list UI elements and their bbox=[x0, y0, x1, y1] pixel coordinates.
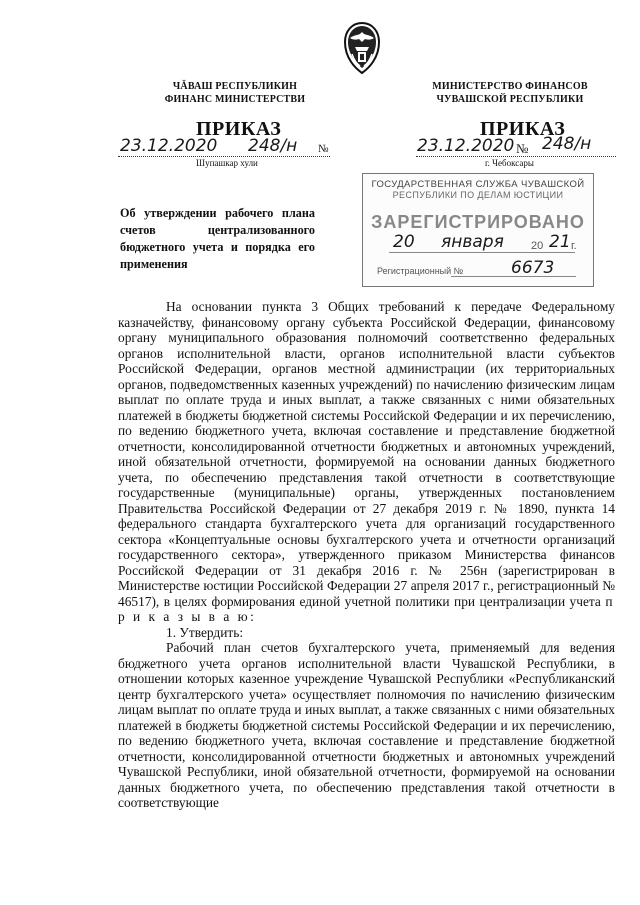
handwritten-number-left: 248/н bbox=[248, 136, 298, 156]
date-line-right bbox=[416, 156, 616, 157]
handwritten-number-right: 248/н bbox=[542, 134, 592, 154]
place-right: г. Чебоксары bbox=[485, 158, 534, 168]
stamp-agency-line1: ГОСУДАРСТВЕННАЯ СЛУЖБА ЧУВАШСКОЙ bbox=[371, 179, 585, 190]
header-right-line2: ЧУВАШСКОЙ РЕСПУБЛИКИ bbox=[436, 94, 584, 105]
preamble-paragraph bbox=[118, 299, 615, 625]
item-1-paragraph: Рабочий план счетов бухгалтерского учета, применяемый для ведения бюджетного учета органов исполнительной власти Чувашской Республики, в отношении которых казенное учреждение Чувашской Республики «Республиканский центр бухгалтерского учета» осуществляет полномочия по начислению физическим лицам выплат по оплате труда и иных выплат, а также связанных с ними обязательных платежей в бюджеты бюджетной системы Российской Федерации и их перечислению, по ведению бюджетного учета, включая составление и представление бюджетной отчетности, консолидированной отчетности бюджетных и автономных учреждений Чувашской Республики, иной обязательной отчетности, формируемой на основании данных бюджетного учета, по обеспечению представления такой отчетности в соответствующие bbox=[118, 640, 615, 810]
stamp-year-suffix: 21 bbox=[549, 232, 571, 252]
stamp-reg-number: 6673 bbox=[511, 258, 555, 278]
stamp-agency-line2: РЕСПУБЛИКИ ПО ДЕЛАМ ЮСТИЦИИ bbox=[392, 190, 564, 200]
place-left: Шупашкар хули bbox=[196, 158, 258, 168]
registration-stamp bbox=[362, 173, 594, 287]
number-sign-left: № bbox=[318, 143, 329, 155]
coat-of-arms-emblem bbox=[338, 20, 386, 76]
stamp-day: 20 bbox=[393, 232, 415, 252]
handwritten-date-left: 23.12.2020 bbox=[120, 136, 218, 156]
doc-type-right: ПРИКАЗ bbox=[480, 118, 566, 140]
date-line-left bbox=[118, 156, 330, 157]
number-sign-right: № bbox=[516, 141, 529, 156]
handwritten-date-right: 23.12.2020 bbox=[417, 136, 515, 156]
stamp-date-line bbox=[389, 252, 575, 253]
stamp-month: января bbox=[441, 232, 504, 252]
header-left-line2: ФИНАНС МИНИСТЕРСТВИ bbox=[164, 94, 306, 105]
stamp-reg-label: Регистрационный № bbox=[377, 266, 464, 276]
order-word: п р и к а з ы в а ю: bbox=[118, 593, 615, 624]
header-right-line1: МИНИСТЕРСТВО ФИНАНСОВ bbox=[432, 81, 588, 92]
stamp-registered-label: ЗАРЕГИСТРИРОВАНО bbox=[371, 212, 585, 232]
document-body bbox=[118, 299, 615, 811]
header-right-block bbox=[405, 80, 615, 106]
header-left-line1: ЧĂВАШ РЕСПУБЛИКИН bbox=[172, 81, 298, 92]
stamp-year-unit: г. bbox=[571, 240, 577, 252]
document-title: Об утверждении рабочего плана счетов централизованного бюджетного учета и порядка его применения bbox=[120, 206, 315, 271]
stamp-number-line bbox=[451, 276, 576, 277]
header-left-block bbox=[150, 80, 320, 106]
stamp-year-prefix: 20 bbox=[531, 240, 544, 252]
preamble-text: На основании пункта 3 Общих требований к передаче Федеральному казначейству, финансовому органу субъекта Российской Федерации, финансовому органу муниципального образования полномочий соответственно федеральных органов исполнительной власти, органов исполнительной власти субъектов Российской Федерации, органов местной администрации (их территориальных органов, подведомственных казенных учреждений) по начислению физическим лицам выплат по оплате труда и иных выплат, а также связанных с ними обязательных платежей в бюджеты бюджетной системы Российской Федерации и их перечислению, по ведению бюджетного учета, включая составление и представление бюджетной отчетности, консолидированной отчетности бюджетных и автономных учреждений, иной обязательной отчетности, формируемой на основании данных бюджетного учета, по обеспечению представления такой отчетности в соответствующие государственные (муниципальные) органы, утвержденных постановлением Правительства Российской Федерации от 27 декабря 2019 г. № 1890, пункта 14 федерального стандарта бухгалтерского учета для организаций государственного сектора «Концептуальные основы бухгалтерского учета и отчетности организаций государственного сектора», утвержденного приказом Министерства финансов Российской Федерации от 31 декабря 2016 г. № 256н (зарегистрирован в Министерстве юстиции Российской Федерации 27 апреля 2017 г., регистрационный № 46517), в целях формирования единой учетной политики при централизации учета bbox=[118, 299, 615, 609]
item-1-heading: 1. Утвердить: bbox=[166, 624, 244, 640]
doc-type-left: ПРИКАЗ bbox=[196, 118, 282, 140]
